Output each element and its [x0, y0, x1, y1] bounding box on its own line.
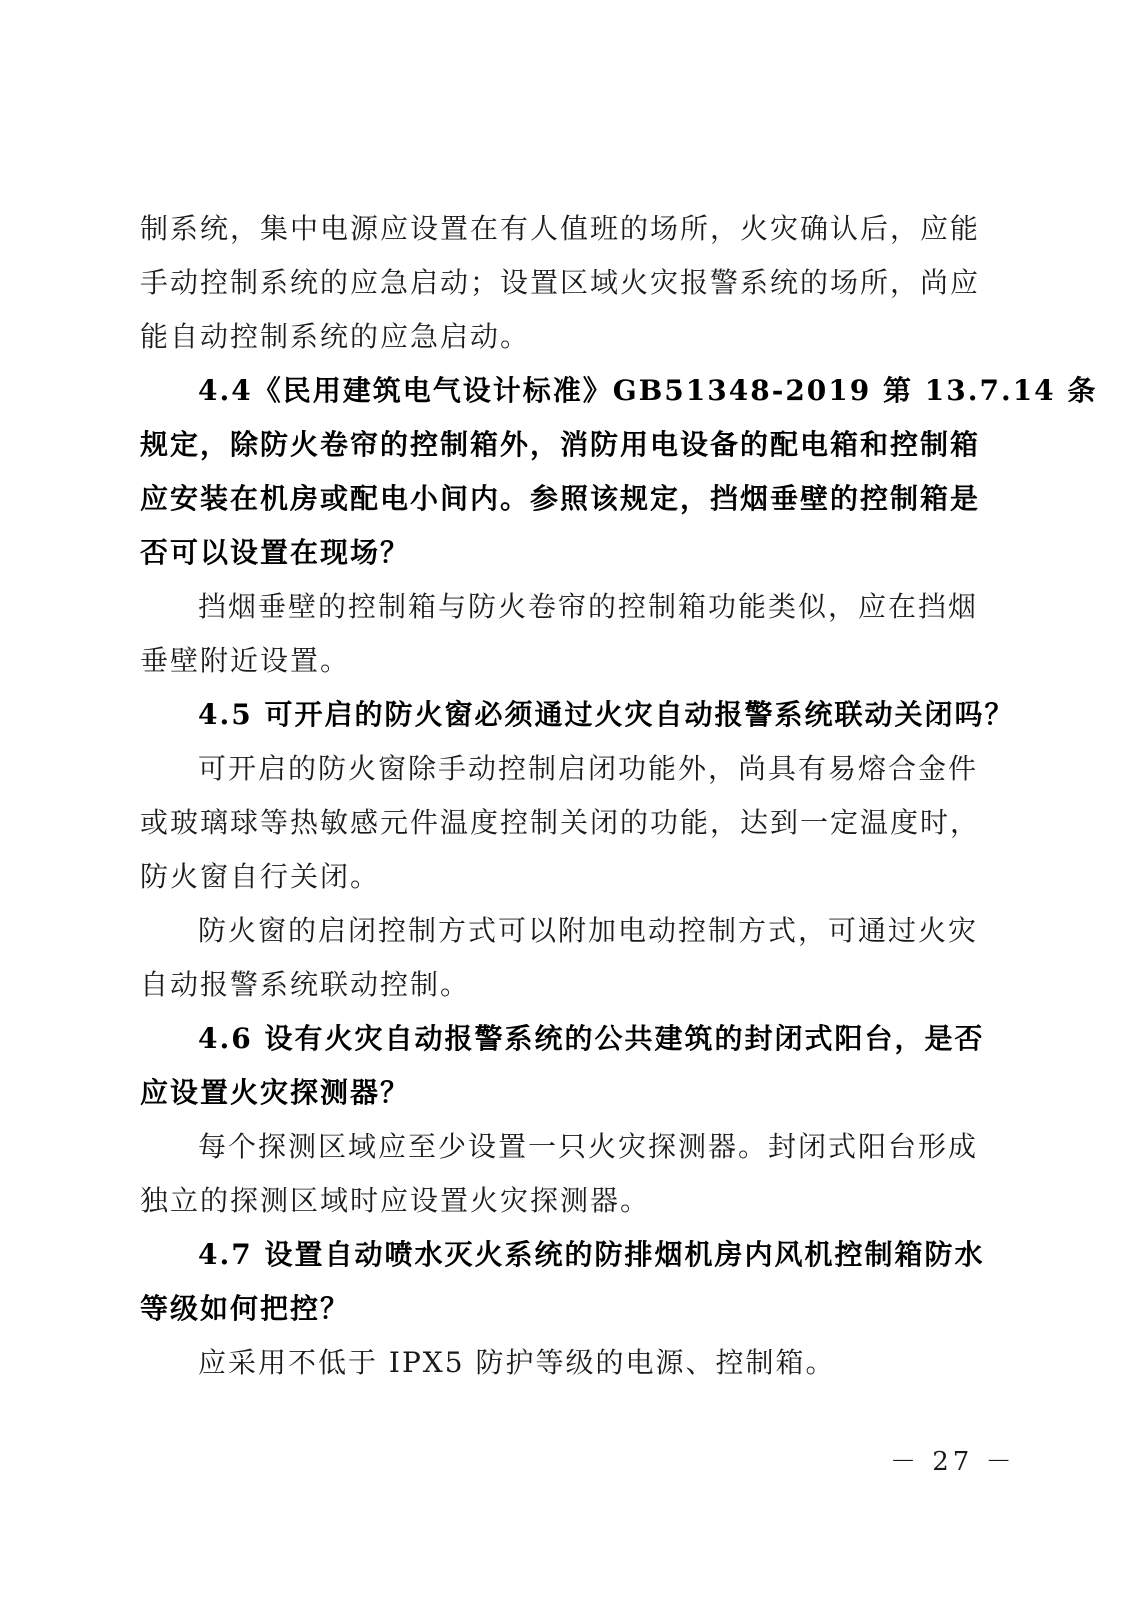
answer-text-line: 独立的探测区域时应设置火灾探测器。	[140, 1184, 651, 1217]
question-heading-4-6: 4.6 设有火灾自动报警系统的公共建筑的封闭式阳台，是否	[198, 1022, 985, 1055]
document-body	[140, 202, 1098, 1390]
answer-text-line: 挡烟垂壁的控制箱与防火卷帘的控制箱功能类似，应在挡烟	[198, 590, 979, 623]
body-text-line: 手动控制系统的应急启动；设置区域火灾报警系统的场所，尚应	[140, 266, 981, 299]
question-heading-4-7: 4.7 设置自动喷水灭火系统的防排烟机房内风机控制箱防水	[198, 1238, 985, 1271]
question-heading-4-4: 4.4《民用建筑电气设计标准》GB51348-2019 第 13.7.14 条	[198, 374, 1098, 407]
page-number: － 27 －	[890, 1447, 1016, 1477]
answer-text-line: 自动报警系统联动控制。	[140, 968, 471, 1001]
body-text-line: 能自动控制系统的应急启动。	[140, 320, 531, 353]
body-text-line: 制系统，集中电源应设置在有人值班的场所，火灾确认后，应能	[140, 212, 981, 245]
question-heading-4-5: 4.5 可开启的防火窗必须通过火灾自动报警系统联动关闭吗？	[198, 698, 1015, 731]
answer-text-line: 应采用不低于 IPX5 防护等级的电源、控制箱。	[198, 1346, 836, 1379]
answer-text-line: 垂壁附近设置。	[140, 644, 351, 677]
answer-text-line: 防火窗的启闭控制方式可以附加电动控制方式，可通过火灾	[198, 914, 979, 947]
question-heading-line: 规定，除防火卷帘的控制箱外，消防用电设备的配电箱和控制箱	[140, 428, 981, 461]
answer-text-line: 或玻璃球等热敏感元件温度控制关闭的功能，达到一定温度时，	[140, 806, 981, 839]
question-heading-line: 否可以设置在现场？	[140, 536, 411, 569]
answer-text-line: 每个探测区域应至少设置一只火灾探测器。封闭式阳台形成	[198, 1130, 979, 1163]
answer-text-line: 防火窗自行关闭。	[140, 860, 381, 893]
question-heading-line: 等级如何把控？	[140, 1292, 351, 1325]
answer-text-line: 可开启的防火窗除手动控制启闭功能外，尚具有易熔合金件	[198, 752, 979, 785]
question-heading-line: 应安装在机房或配电小间内。参照该规定，挡烟垂壁的控制箱是	[140, 482, 981, 515]
question-heading-line: 应设置火灾探测器？	[140, 1076, 411, 1109]
